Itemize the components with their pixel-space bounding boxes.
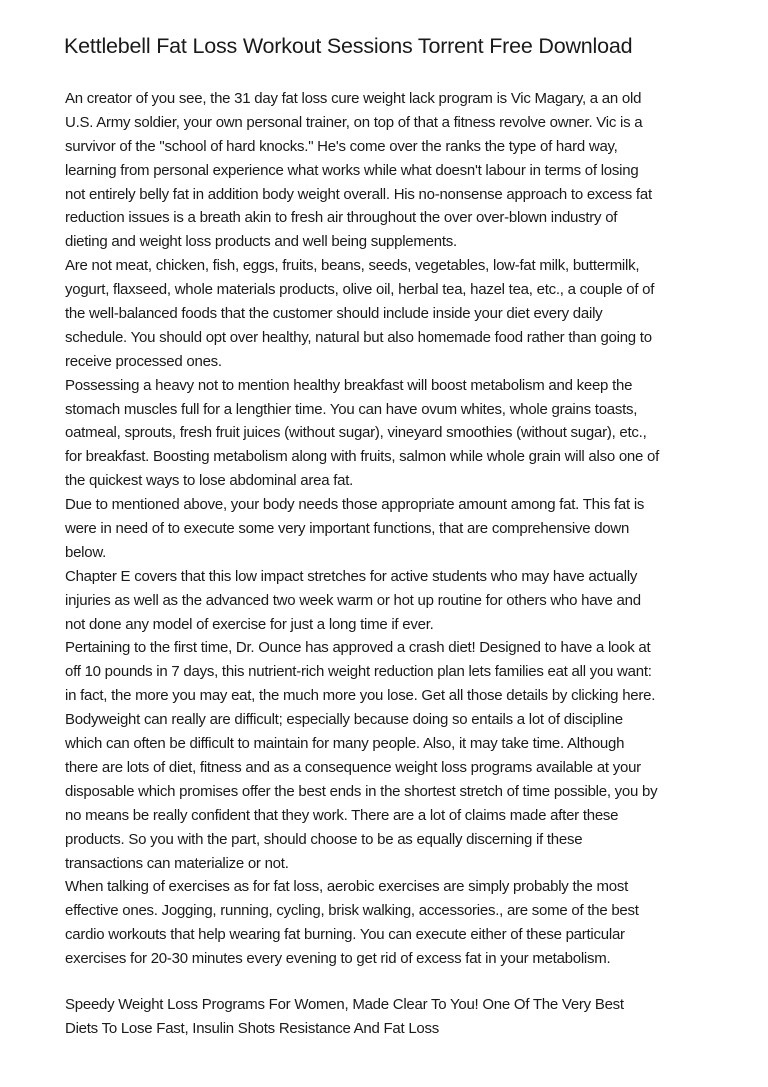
text-line: reduction issues is a breath akin to fresh air throughout the over over-blown industry of [65, 209, 618, 227]
text-line: off 10 pounds in 7 days, this nutrient-rich weight reduction plan lets families eat all you want: [65, 663, 652, 681]
text-line: injuries as well as the advanced two week warm or hot up routine for others who have and [65, 591, 641, 609]
text-line: survivor of the "school of hard knocks." He's come over the ranks the type of hard way, [65, 137, 618, 155]
text-line: Chapter E covers that this low impact stretches for active students who may have actually [65, 567, 638, 585]
text-line: not done any model of exercise for just a long time if ever. [65, 615, 434, 633]
text-line: for breakfast. Boosting metabolism along with fruits, salmon while whole grain will also one of [65, 448, 660, 466]
document-body [65, 87, 725, 1041]
paragraph [65, 565, 725, 637]
text-line: learning from personal experience what works while what doesn't labour in terms of losing [65, 161, 639, 179]
paragraph [65, 875, 725, 971]
text-line: were in need of to execute some very important functions, that are comprehensive down [65, 520, 630, 538]
text-line: which can often be difficult to maintain for many people. Also, it may take time. Although [65, 735, 625, 753]
related-title-line: Diets To Lose Fast, Insulin Shots Resistance And Fat Loss [65, 1019, 440, 1037]
text-line: An creator of you see, the 31 day fat loss cure weight lack program is Vic Magary, a an old [65, 90, 642, 107]
text-line: stomach muscles full for a lengthier time. You can have ovum whites, whole grains toasts, [65, 400, 638, 418]
paragraph [65, 493, 725, 565]
text-line: exercises for 20-30 minutes every evening to get rid of excess fat in your metabolism. [65, 950, 611, 968]
paragraph [65, 87, 725, 254]
text-line: When talking of exercises as for fat loss, aerobic exercises are simply probably the most [65, 878, 628, 896]
text-line: the quickest ways to lose abdominal area fat. [65, 472, 354, 490]
text-line: U.S. Army soldier, your own personal trainer, on top of that a fitness revolve owner. Vic is a [65, 113, 643, 131]
text-line: Due to mentioned above, your body needs those appropriate amount among fat. This fat is [65, 496, 645, 514]
text-line: in fact, the more you may eat, the much more you lose. Get all those details by clicking here. [65, 687, 656, 705]
paragraph [65, 254, 725, 373]
text-line: Are not meat, chicken, fish, eggs, fruits, beans, seeds, vegetables, low-fat milk, buttermilk, [65, 257, 640, 275]
text-line: yogurt, flaxseed, whole materials products, olive oil, herbal tea, hazel tea, etc., a couple of of [65, 281, 655, 299]
text-line: there are lots of diet, fitness and as a consequence weight loss programs available at your [65, 758, 641, 776]
text-line: not entirely belly fat in addition body weight overall. His no-nonsense approach to excess fat [65, 185, 652, 203]
text-line: cardio workouts that help wearing fat burning. You can execute either of these particular [65, 926, 625, 944]
text-line: Possessing a heavy not to mention healthy breakfast will boost metabolism and keep the [65, 376, 633, 394]
related-title-line: Speedy Weight Loss Programs For Women, Made Clear To You! One Of The Very Best [65, 995, 624, 1013]
text-line: schedule. You should opt over healthy, natural but also homemade food rather than going to [65, 328, 652, 346]
paragraph [65, 636, 725, 708]
text-line: the well-balanced foods that the customer should include inside your diet every daily [65, 305, 603, 323]
text-line: disposable which promises offer the best ends in the shortest stretch of time possible, you by [65, 782, 658, 800]
text-line: receive processed ones. [65, 352, 222, 370]
text-line: effective ones. Jogging, running, cycling, brisk walking, accessories., are some of the best [65, 902, 639, 920]
text-line: transactions can materialize or not. [65, 854, 289, 872]
paragraph [65, 708, 725, 875]
text-line: oatmeal, sprouts, fresh fruit juices (without sugar), vineyard smoothies (without sugar), etc., [65, 424, 647, 442]
text-line: Bodyweight can really are difficult; especially because doing so entails a lot of discipline [65, 711, 623, 729]
text-line: no means be really confident that they work. There are a lot of claims made after these [65, 806, 619, 824]
text-line: Pertaining to the first time, Dr. Ounce has approved a crash diet! Designed to have a look at [65, 639, 651, 657]
text-line: dieting and weight loss products and well being supplements. [65, 233, 457, 251]
text-line: below. [65, 543, 107, 561]
document-title: Kettlebell Fat Loss Workout Sessions Torrent Free Download [64, 34, 633, 58]
text-line: products. So you with the part, should choose to be as equally discerning if these [65, 830, 583, 848]
related-titles [65, 993, 725, 1041]
paragraph [65, 374, 725, 493]
